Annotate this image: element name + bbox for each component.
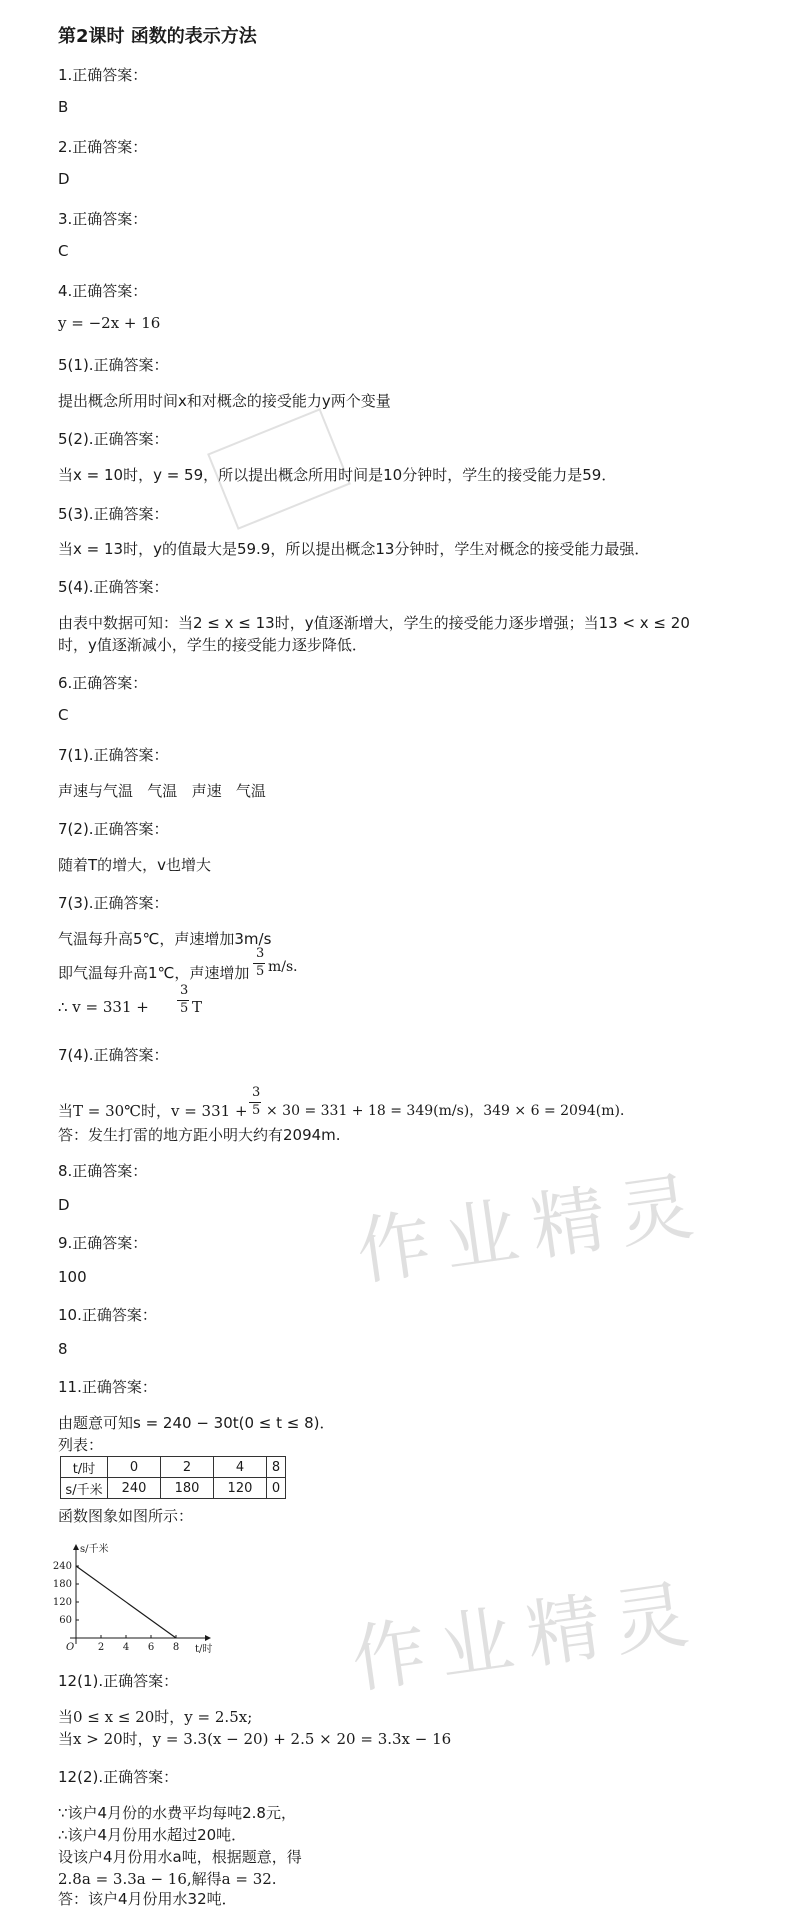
page-title: 第2课时 函数的表示方法 <box>58 26 257 47</box>
answer-text: ∴该户4月份用水超过20吨． <box>58 1826 247 1844</box>
question-label: 5(3).正确答案： <box>58 505 169 523</box>
table-cell: 4 <box>213 1457 266 1478</box>
question-label: 2.正确答案： <box>58 138 148 156</box>
question-label: 12(1).正确答案： <box>58 1672 179 1690</box>
fraction-denominator: 5 <box>256 964 265 979</box>
answer-formula: T <box>192 998 203 1016</box>
answer-text: D <box>58 170 70 188</box>
answer-text: C <box>58 242 69 260</box>
fraction-numerator: 3 <box>252 1085 261 1100</box>
question-label: 6.正确答案： <box>58 674 148 692</box>
x-tick-label: 8 <box>172 1642 180 1653</box>
answer-text: 即气温每升高1℃，声速增加 <box>58 964 250 982</box>
y-tick-label: 120 <box>52 1597 72 1608</box>
x-tick-label: 6 <box>147 1642 155 1653</box>
question-label: 5(4).正确答案： <box>58 578 169 596</box>
y-tick-label: 240 <box>52 1561 72 1572</box>
question-label: 10.正确答案： <box>58 1306 157 1324</box>
y-tick-label: 60 <box>59 1615 72 1626</box>
answer-text: 设该户4月份用水a吨，根据题意，得 <box>58 1848 302 1866</box>
fraction-denominator: 5 <box>252 1103 261 1118</box>
question-label: 5(2).正确答案： <box>58 430 169 448</box>
value-table <box>60 1456 286 1499</box>
x-tick-label: 2 <box>97 1642 105 1653</box>
answer-formula: y = −2x + 16 <box>58 314 161 332</box>
table-cell: 8 <box>266 1457 285 1478</box>
x-tick-label: 4 <box>122 1642 130 1653</box>
x-axis-arrow <box>205 1635 211 1641</box>
answer-text: 时，y值逐渐减小，学生的接受能力逐步降低． <box>58 636 367 654</box>
answer-text: 当x = 13时，y的值最大是59.9，所以提出概念13分钟时，学生对概念的接受能力最强． <box>58 540 650 558</box>
answer-text: m/s． <box>268 959 308 975</box>
question-label: 5(1).正确答案： <box>58 356 169 374</box>
answer-formula: 当T = 30℃时，v = 331 + <box>58 1102 248 1120</box>
answer-formula: 2.8a = 3.3a − 16,解得a = 32. <box>58 1870 277 1888</box>
answer-text: 函数图象如图所示： <box>58 1507 194 1525</box>
y-axis-label: s/千米 <box>80 1544 109 1555</box>
answer-text: D <box>58 1196 70 1214</box>
question-label: 8.正确答案： <box>58 1162 148 1180</box>
fraction-numerator: 3 <box>180 983 189 998</box>
y-axis-arrow <box>73 1544 79 1550</box>
watermark-text: 作业精灵 <box>346 1569 708 1705</box>
answer-text: 气温每升高5℃，声速增加3m/s <box>58 930 272 948</box>
table-cell: 180 <box>160 1478 213 1499</box>
table-cell: 120 <box>213 1478 266 1499</box>
answer-text: 由表中数据可知：当2 ≤ x ≤ 13时，y值逐渐增大，学生的接受能力逐步增强；当13 < x ≤ 20 <box>58 614 690 632</box>
answer-text: 答：发生打雷的地方距小明大约有2094m. <box>58 1126 341 1144</box>
answer-text: 8 <box>58 1340 68 1358</box>
y-tick-label: 180 <box>52 1579 72 1590</box>
question-label: 7(4).正确答案： <box>58 1046 169 1064</box>
fraction-numerator: 3 <box>256 946 265 961</box>
answer-text: 随着T的增大，v也增大 <box>58 856 212 874</box>
answer-text: ∵该户4月份的水费平均每吨2.8元， <box>58 1804 296 1822</box>
origin-label: O <box>66 1642 75 1653</box>
table-cell: 0 <box>266 1478 285 1499</box>
answer-formula: ∴ v = 331 + <box>58 998 149 1016</box>
question-label: 3.正确答案： <box>58 210 148 228</box>
question-label: 7(3).正确答案： <box>58 894 169 912</box>
answer-formula: 当0 ≤ x ≤ 20时，y = 2.5x; <box>58 1708 253 1726</box>
question-label: 7(2).正确答案： <box>58 820 169 838</box>
x-axis-label: t/时 <box>195 1644 213 1655</box>
question-label: 12(2).正确答案： <box>58 1768 179 1786</box>
answer-formula: × 30 = 331 + 18 = 349(m/s)，349 × 6 = 2094(m)． <box>266 1103 634 1119</box>
answer-text: 由题意可知s = 240 − 30t(0 ≤ t ≤ 8)． <box>58 1414 335 1432</box>
answer-text: 当x = 10时，y = 59，所以提出概念所用时间是10分钟时，学生的接受能力是59． <box>58 466 617 484</box>
question-label: 1.正确答案： <box>58 66 148 84</box>
answer-text: C <box>58 706 69 724</box>
table-cell: 0 <box>108 1457 161 1478</box>
answer-text: 答：该户4月份用水32吨． <box>58 1890 237 1908</box>
answer-text: 声速与气温 气温 声速 气温 <box>58 782 266 800</box>
answer-text: 100 <box>58 1268 87 1286</box>
table-cell: 240 <box>108 1478 161 1499</box>
table-row <box>61 1457 286 1478</box>
answer-text: B <box>58 98 69 116</box>
answer-text: 列表： <box>58 1436 104 1454</box>
question-label: 11.正确答案： <box>58 1378 157 1396</box>
function-graph <box>40 1522 250 1658</box>
question-label: 7(1).正确答案： <box>58 746 169 764</box>
table-cell: 2 <box>160 1457 213 1478</box>
question-label: 9.正确答案： <box>58 1234 148 1252</box>
table-row <box>61 1478 286 1499</box>
watermark-text: 作业精灵 <box>351 1161 713 1297</box>
series-line <box>76 1566 176 1638</box>
answer-text: 提出概念所用时间x和对概念的接受能力y两个变量 <box>58 392 391 410</box>
table-cell: s/千米 <box>61 1478 108 1499</box>
question-label: 4.正确答案： <box>58 282 148 300</box>
answer-formula: 当x > 20时，y = 3.3(x − 20) + 2.5 × 20 = 3.3x − 16 <box>58 1730 452 1748</box>
fraction-denominator: 5 <box>180 1001 189 1016</box>
table-cell: t/时 <box>61 1457 108 1478</box>
